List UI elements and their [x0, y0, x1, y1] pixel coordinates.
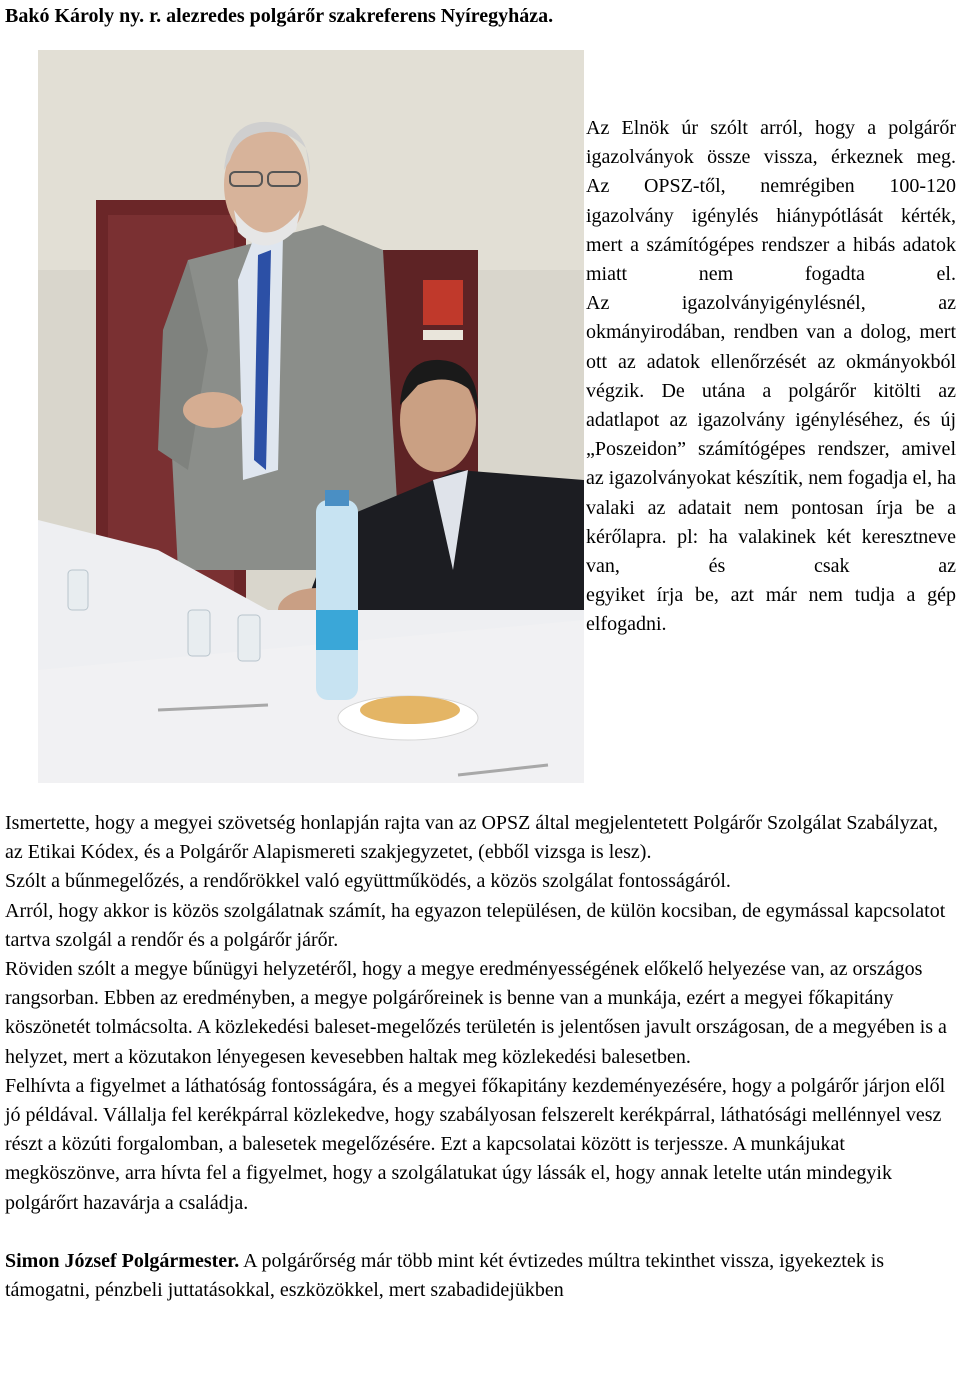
photo-pastry — [360, 696, 460, 724]
body-text — [5, 809, 955, 1305]
closing-text: A polgárőrség már több mint két évtizedes múltra tekinthet vissza, igyekeztek is támogatni, pénzbeli juttatásokkal, eszközökkel, mert szabadidejükben — [5, 1249, 885, 1302]
page-heading: Bakó Károly ny. r. alezredes polgárőr szakreferens Nyíregyháza. — [5, 5, 554, 27]
body-paragraph: Arról, hogy akkor is közös szolgálatnak számít, ha egyazon településen, de külön kocsiban, de egymással kapcsolatot tartva szolgál a rendőr és a polgárőr járőr. — [5, 899, 946, 951]
body-paragraph: Felhívta a figyelmet a láthatóság fontosságára, és a megyei főkapitány kezdeményezésére, hogy a polgárőr járjon elől jó példával. Vállalja fel kerékpárral közlekedve, hogy szabályosan felszerelt kerékpárral, láthatósági mellénnyel vesz részt a közúti forgalomban, a balesetek megelőzésére. Ezt a kapcsolatai között is terjessze. A munkájukat megköszönve, arra hívta fel a figyelmet, hogy a szolgálatukat úgy lássák el, hogy annak letelte után mindegyik polgárőrt hazavárja a családja. — [5, 1074, 946, 1214]
side-paragraph: Az igazolványigénylésnél, az okmányirodában, rendben van a dolog, mert ott az adatok ellenőrzését az okmányokból végzik. De utána a polgárőr kitölti az adatlapot az igazolvány igényléséhez, és új „Poszeidon” számítógépes rendszer, amivel az igazolványokat készítik, nem fogadja el, ha valaki az adatait nem pontosan írja be a kérőlapra. pl: ha valakinek két keresztneve van, és csak az — [586, 292, 956, 578]
body-paragraph: Röviden szólt a megye bűnügyi helyzetéről, hogy a megye eredményességének előkelő helyezése van, az országos rangsorban. Ebben az eredményben, a megye polgárőreinek is benne van a munkája, ezért a megyei főkapitány köszönetét tolmácsolta. A közlekedési baleset-megelőzés területén is jelentősen javult országosan, de a megyében is a helyzet, mert a közutakon lényegesen kevesebben haltak meg közlekedési balesetben. — [5, 958, 947, 1068]
closing-lead: Simon József Polgármester. — [5, 1249, 240, 1272]
side-paragraph: Az Elnök úr szólt arról, hogy a polgárőr igazolványok össze vissza, érkeznek meg. — [586, 117, 956, 169]
side-paragraph: egyiket írja be, azt már nem tudja a gép elfogadni. — [586, 584, 956, 636]
meeting-photo-illustration — [38, 50, 584, 783]
side-column-text — [586, 114, 956, 640]
side-paragraph: Az OPSZ-től, nemrégiben 100-120 igazolvány igénylés hiánypótlását kérték, mert a számítógépes rendszer a hibás adatok miatt nem fogadta el. — [586, 175, 956, 286]
closing-paragraph — [5, 1247, 955, 1305]
body-paragraph: Szólt a bűnmegelőzés, a rendőrökkel való együttműködés, a közös szolgálat fontosságáról. — [5, 870, 731, 893]
meeting-photo — [38, 50, 584, 783]
photo-bottle — [316, 500, 358, 700]
body-paragraph: Ismertette, hogy a megyei szövetség honlapján rajta van az OPSZ által megjelentetett Polgárőr Szolgálat Szabályzat, az Etikai Kódex, és a Polgárőr Alapismereti szakjegyzetet, (ebből vizsga is lesz). — [5, 812, 939, 864]
